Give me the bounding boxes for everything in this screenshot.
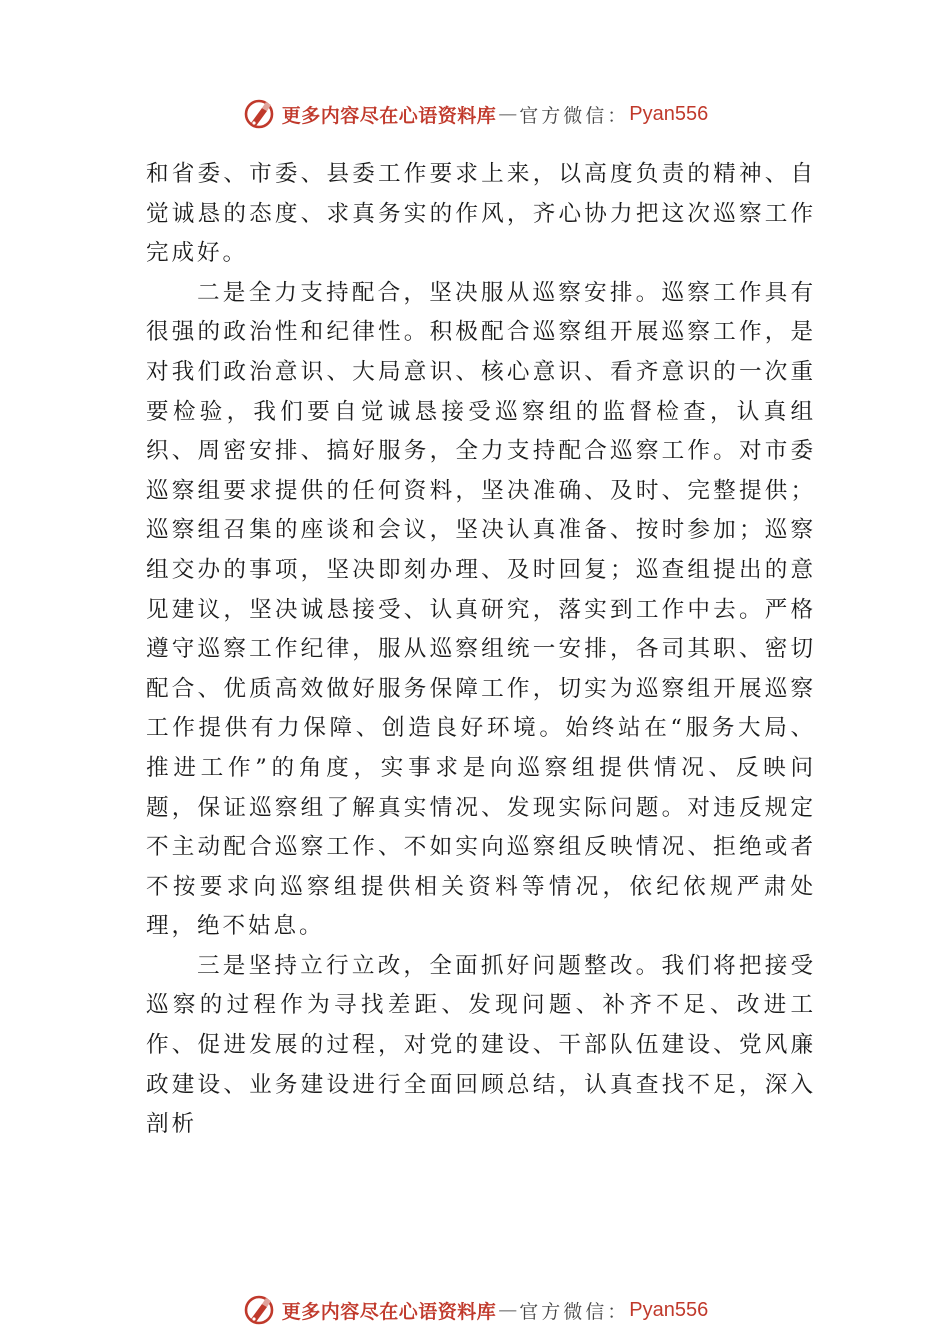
footer-banner — [0, 1290, 950, 1330]
header-wechat-id: Pyan556 — [629, 102, 709, 125]
paragraph-point-two: 二是全力支持配合，坚决服从巡察安排。巡察工作具有很强的政治性和纪律性。积极配合巡察组开展巡察工作，是对我们政治意识、大局意识、核心意识、看齐意识的一次重要检验，我们要自觉诚恳接受巡察组的监督检查，认真组织、周密安排、搞好服务，全力支持配合巡察工作。对市委巡察组要求提供的任何资料，坚决准确、及时、完整提供；巡察组召集的座谈和会议，坚决认真准备、按时参加；巡察组交办的事项，坚决即刻办理、及时回复；巡查组提出的意见建议，坚决诚恳接受、认真研究，落实到工作中去。严格遵守巡察工作纪律，服从巡察组统一安排，各司其职、密切配合、优质高效做好服务保障工作，切实为巡察组开展巡察工作提供有力保障、创造良好环境。始终站在“服务大局、推进工作”的角度，实事求是向巡察组提供情况、反映问题，保证巡察组了解真实情况、发现实际问题。对违反规定不主动配合巡察工作、不如实向巡察组反映情况、拒绝或者不按要求向巡察组提供相关资料等情况，依纪依规严肃处理，绝不姑息。 — [146, 279, 816, 940]
footer-brand-text: 更多内容尽在心语资料库 — [281, 1300, 497, 1323]
header-separator: — — [498, 103, 518, 125]
pen-logo-icon — [242, 1292, 278, 1328]
footer-wechat-label: 官方微信： — [519, 1300, 630, 1323]
document-body — [146, 155, 816, 1145]
footer-separator: — — [498, 1299, 518, 1321]
header-wechat-label: 官方微信： — [519, 104, 630, 127]
paragraph-continued: 和省委、市委、县委工作要求上来，以高度负责的精神、自觉诚恳的态度、求真务实的作风，齐心协力把这次巡察工作完成好。 — [146, 161, 816, 267]
header-brand-text: 更多内容尽在心语资料库 — [281, 104, 497, 127]
header-banner — [0, 94, 950, 134]
footer-wechat-id: Pyan556 — [629, 1298, 709, 1321]
paragraph-point-three: 三是坚持立行立改，全面抓好问题整改。我们将把接受巡察的过程作为寻找差距、发现问题、补齐不足、改进工作、促进发展的过程，对党的建设、干部队伍建设、党风廉政建设、业务建设进行全面回顾总结，认真查找不足，深入剖析 — [146, 952, 816, 1138]
pen-logo-icon — [242, 96, 278, 132]
